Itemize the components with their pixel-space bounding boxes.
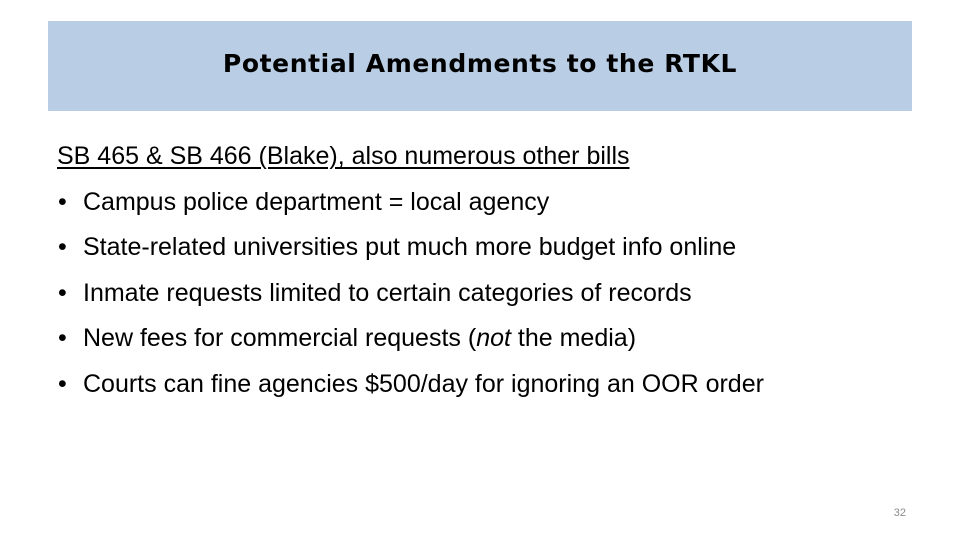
list-item-text bbox=[83, 324, 636, 352]
slide-body bbox=[57, 134, 917, 408]
bullet-icon: • bbox=[58, 369, 67, 398]
slide-number: 32 bbox=[893, 507, 906, 519]
list-item bbox=[57, 225, 917, 271]
slide-title: Potential Amendments to the RTKL bbox=[222, 48, 738, 78]
list-item-text: Campus police department = local agency bbox=[83, 187, 550, 216]
bullet-icon: • bbox=[58, 278, 67, 307]
bullet-icon: • bbox=[58, 233, 67, 262]
list-item bbox=[57, 316, 917, 362]
list-item bbox=[57, 180, 917, 226]
list-item-text: Inmate requests limited to certain categories of records bbox=[83, 278, 692, 307]
list-item bbox=[57, 271, 917, 317]
list-item-text: State-related universities put much more budget info online bbox=[83, 233, 737, 262]
bullet-icon: • bbox=[58, 324, 67, 353]
list-item-text-italic: not bbox=[476, 324, 511, 353]
list-item-text-pre: New fees for commercial requests ( bbox=[83, 324, 477, 353]
list-item bbox=[57, 362, 917, 408]
list-item-text: Courts can fine agencies $500/day for ignoring an OOR order bbox=[83, 369, 764, 398]
title-bar bbox=[48, 21, 912, 111]
amendment-list bbox=[57, 180, 917, 408]
list-item-text-post: the media) bbox=[510, 324, 637, 353]
bill-heading: SB 465 & SB 466 (Blake), also numerous other bills bbox=[57, 142, 630, 170]
bullet-icon: • bbox=[58, 187, 67, 216]
